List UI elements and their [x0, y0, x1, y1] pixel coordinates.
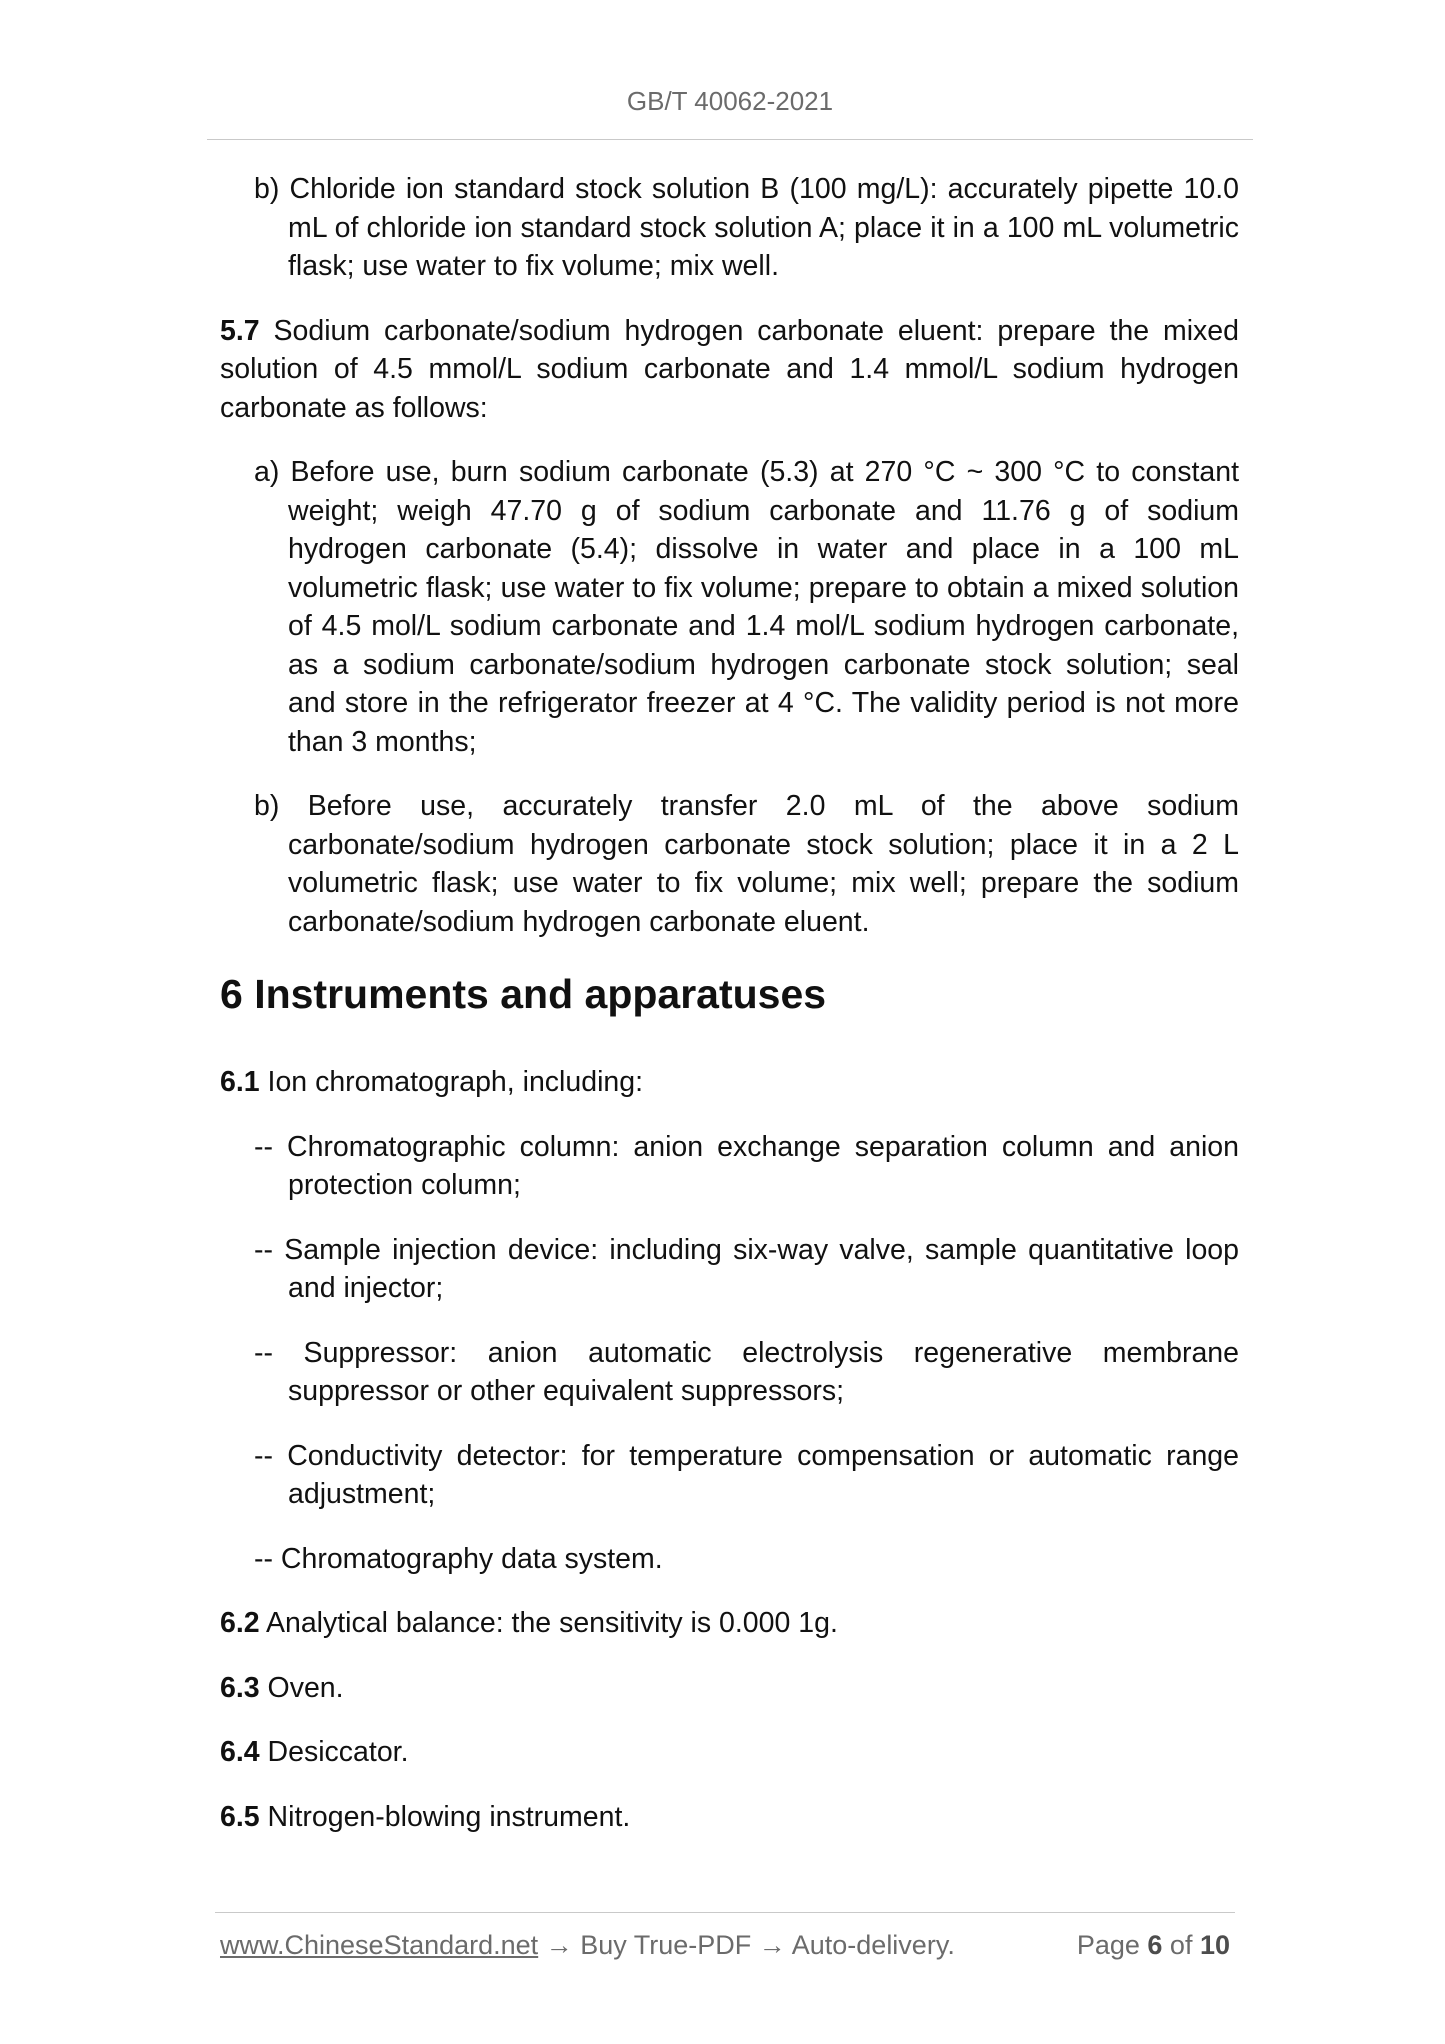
list-item-a-burn: a) Before use, burn sodium carbonate (5.3) at 270 °C ~ 300 °C to constant weight; weigh 47.70 g of sodium carbonate and 11.76 g of sodium hydrogen carbonate (5.4); dissolve in water and place in a 100 mL volumetric flask; use water to fix volume; prepare to obtain a mixed solution of 4.5 mol/L sodium carbonate and 1.4 mol/L sodium hydrogen carbonate, as a sodium carbonate/sodium hydrogen carbonate stock solution; seal and store in the refrigerator freezer at 4 °C. The validity period is not more than 3 months; — [254, 456, 1239, 758]
list-item-suppressor: -- Suppressor: anion automatic electrolysis regenerative membrane suppressor or other equivalent suppressors; — [254, 1336, 1239, 1407]
list-item-b-transfer: b) Before use, accurately transfer 2.0 mL of the above sodium carbonate/sodium hydrogen carbonate stock solution; place it in a 2 L volumetric flask; use water to fix volume; mix well; prepare the sodium carbonate/sodium hydrogen carbonate eluent. — [254, 790, 1239, 938]
section-text: Desiccator. — [259, 1736, 409, 1768]
page-indicator — [1077, 1930, 1230, 1961]
section-text: Oven. — [259, 1671, 344, 1704]
section-5-7 — [220, 312, 1239, 428]
section-6-4 — [220, 1733, 1239, 1772]
section-6-2 — [220, 1604, 1239, 1643]
page-body — [220, 170, 1239, 1862]
header-divider — [207, 139, 1253, 140]
section-number: 6.1 — [220, 1066, 260, 1098]
section-number: 6.5 — [220, 1800, 260, 1833]
list-item-data-system: -- Chromatography data system. — [254, 1542, 663, 1575]
section-text: Nitrogen-blowing instrument. — [259, 1800, 631, 1833]
section-6-3 — [220, 1669, 1239, 1708]
footer-promo: → Buy True-PDF → Auto-delivery. — [538, 1930, 955, 1960]
page-word: Page — [1076, 1930, 1148, 1960]
section-6-1 — [220, 1063, 1239, 1102]
section-text: Sodium carbonate/sodium hydrogen carbonate eluent: prepare the mixed solution of 4.5 mmol/L sodium carbonate and 1.4 mmol/L sodium hydrogen carbonate as follows: — [220, 314, 1239, 424]
list-item-detector: -- Conductivity detector: for temperature compensation or automatic range adjustment; — [254, 1439, 1239, 1510]
section-number: 5.7 — [220, 314, 260, 347]
section-6-5 — [220, 1798, 1239, 1837]
of-word: of — [1162, 1930, 1200, 1960]
list-item-column: -- Chromatographic column: anion exchange separation column and anion protection column; — [254, 1130, 1239, 1201]
section-number: 6.3 — [220, 1671, 260, 1704]
page-total: 10 — [1199, 1930, 1230, 1960]
list-item-b-stock-solution: b) Chloride ion standard stock solution B (100 mg/L): accurately pipette 10.0 mL of chloride ion standard stock solution A; place it in a 100 mL volumetric flask; use water to fix volume; mix well. — [254, 173, 1239, 282]
document-header: GB/T 40062-2021 — [626, 86, 834, 116]
section-6-heading: 6 Instruments and apparatuses — [220, 971, 827, 1017]
section-text: Ion chromatograph, including: — [259, 1066, 644, 1098]
page-number: 6 — [1147, 1930, 1163, 1960]
section-number: 6.4 — [220, 1736, 260, 1768]
page-footer — [220, 1930, 1230, 1961]
list-item-injection: -- Sample injection device: including six-way valve, sample quantitative loop and injector; — [254, 1233, 1239, 1304]
section-number: 6.2 — [220, 1607, 260, 1639]
footer-divider — [215, 1912, 1235, 1913]
section-text: Analytical balance: the sensitivity is 0.000 1g. — [259, 1607, 838, 1639]
website-link[interactable]: www.ChineseStandard.net — [220, 1930, 539, 1960]
